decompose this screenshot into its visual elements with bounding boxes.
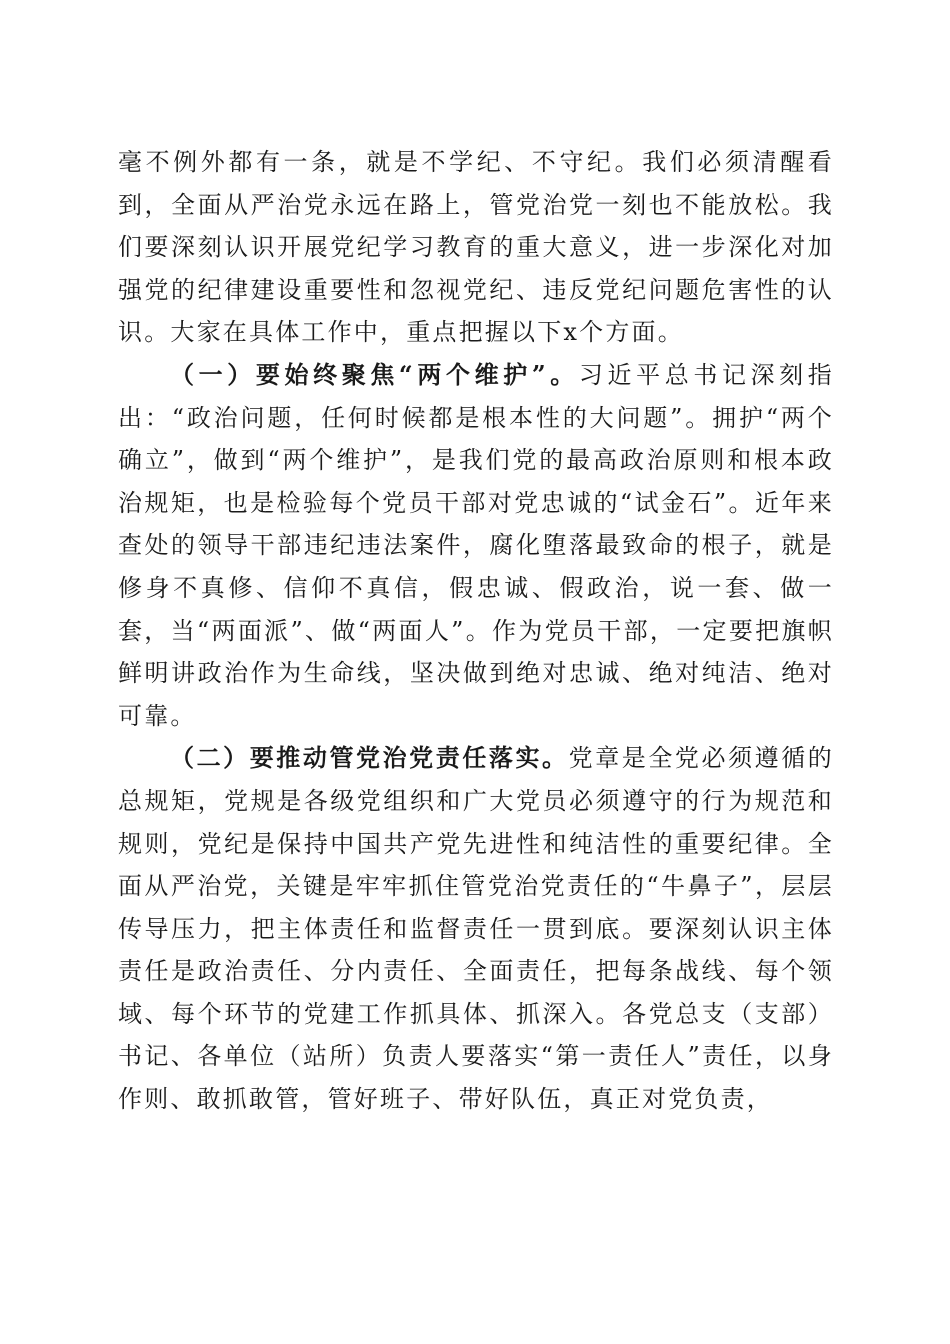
document-body <box>118 141 834 1121</box>
paragraph-section-1 <box>118 354 834 737</box>
section-heading-1: （一）要始终聚焦“两个维护”。 <box>170 359 579 389</box>
section-heading-2: （二）要推动管党治党责任落实。 <box>170 743 569 773</box>
paragraph-intro <box>118 141 834 354</box>
paragraph-text: 党章是全党必须遵循的总规矩，党规是各级党组织和广大党员必须遵守的行为规范和规则，党纪是保持中国共产党先进性和纯洁性的重要纪律。全面从严治党，关键是牢牢抓住管党治党责任的“牛鼻子”，层层传导压力，把主体责任和监督责任一贯到底。要深刻认识主体责任是政治责任、分内责任、全面责任，把每条战线、每个领域、每个环节的党建工作抓具体、抓深入。各党总支（支部）书记、各单位（站所）负责人要落实“第一责任人”责任，以身作则、敢抓敢管，管好班子、带好队伍，真正对党负责， <box>118 744 834 1114</box>
paragraph-text: 毫不例外都有一条，就是不学纪、不守纪。我们必须清醒看到，全面从严治党永远在路上，管党治党一刻也不能放松。我们要深刻认识开展党纪学习教育的重大意义，进一步深化对加强党的纪律建设重要性和忽视党纪、违反党纪问题危害性的认识。大家在具体工作中，重点把握以下x个方面。 <box>118 148 834 347</box>
paragraph-text: 习近平总书记深刻指出：“政治问题，任何时候都是根本性的大问题”。拥护“两个确立”，做到“两个维护”，是我们党的最高政治原则和根本政治规矩，也是检验每个党员干部对党忠诚的“试金石”。近年来查处的领导干部违纪违法案件，腐化堕落最致命的根子，就是修身不真修、信仰不真信，假忠诚、假政治，说一套、做一套，当“两面派”、做“两面人”。作为党员干部，一定要把旗帜鲜明讲政治作为生命线，坚决做到绝对忠诚、绝对纯洁、绝对可靠。 <box>118 360 834 730</box>
paragraph-section-2 <box>118 737 834 1120</box>
